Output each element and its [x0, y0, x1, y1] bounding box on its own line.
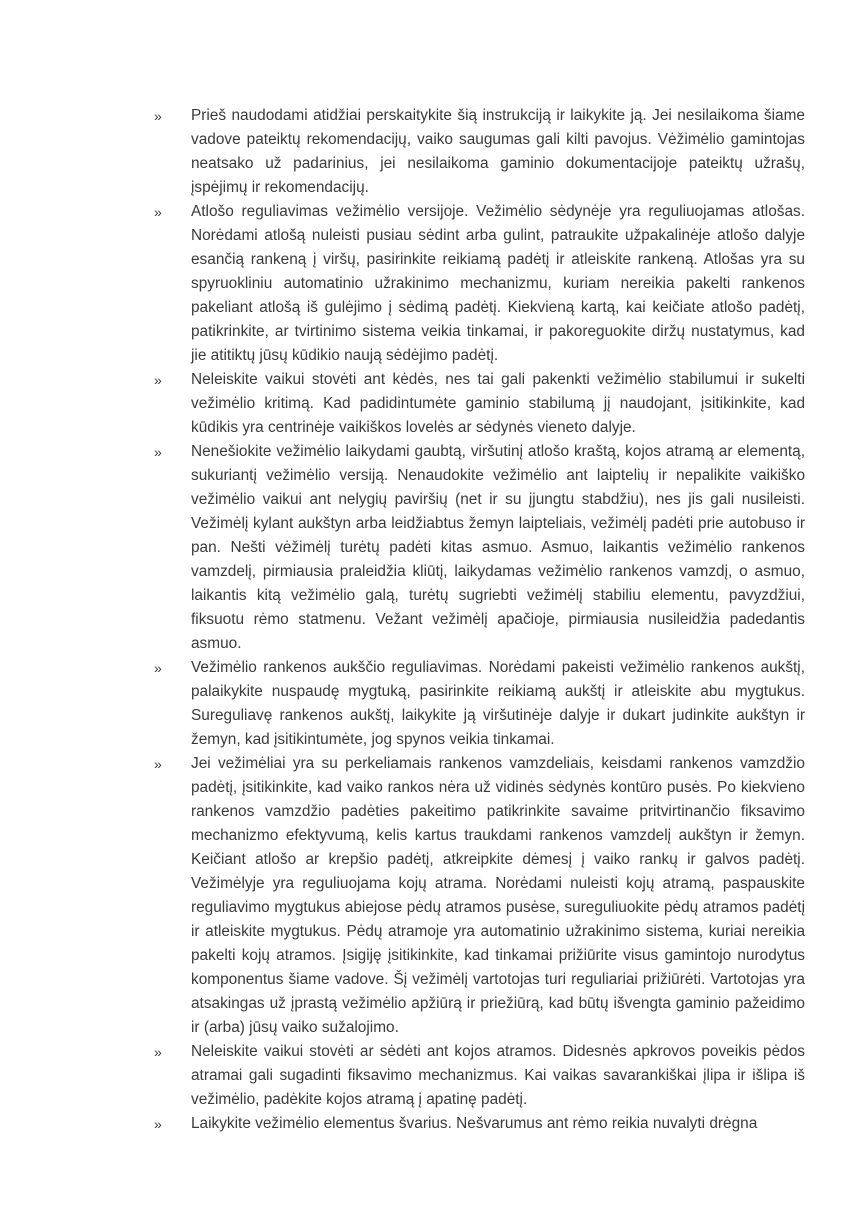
bullet-icon: »: [154, 756, 162, 772]
list-item: [154, 200, 805, 368]
bullet-icon: »: [154, 372, 162, 388]
list-item-text: Laikykite vežimėlio elementus švarius. Nešvarumus ant rėmo reikia nuvalyti drėgna: [191, 1115, 758, 1132]
bullet-icon: »: [154, 444, 162, 460]
list-item: [154, 1112, 805, 1136]
list-item-text: Nenešiokite vežimėlio laikydami gaubtą, viršutinį atlošo kraštą, kojos atramą ar elementą, sukuriantį vežimėlio versiją. Nenaudokite vežimėlio ant laiptelių ir nepalikite vaikiško vežimėlio vaikui ant nelygių paviršių (net ir su įjungtu stabdžiu), nes jis gali nusileisti. Vežimėlį kylant aukštyn arba leidžiabtus žemyn laipteliais, vežimėlį padėti prie autobuso ir pan. Nešti vėžimėlį turėtų padėti kitas asmuo. Asmuo, laikantis vežimėlio rankenos vamzdelį, pirmiausia praleidžia kliūtį, laikydamas vežimėlio rankenos vamzdį, o asmuo, laikantis kitą vežimėlio galą, turėtų sugriebti vežimėlį stabiliu elementu, pavyzdžiui, fiksuotu rėmo statmenu. Vežant vežimėlį apačioje, pirmiausia nusileidžia padedantis asmuo.: [191, 443, 805, 652]
bullet-icon: »: [154, 1116, 162, 1132]
list-item: [154, 752, 805, 1040]
list-item-text: Neleiskite vaikui stovėti ar sėdėti ant kojos atramos. Didesnės apkrovos poveikis pėdos atramai gali sugadinti fiksavimo mechanizmus. Kai vaikas savarankiškai įlipa ir išlipa iš vežimėlio, padėkite kojos atramą į apatinę padėtį.: [191, 1043, 805, 1108]
list-item-text: Atlošo reguliavimas vežimėlio versijoje. Vežimėlio sėdynėje yra reguliuojamas atlošas. Norėdami atlošą nuleisti pusiau sėdint arba gulint, patraukite užpakalinėje atlošo dalyje esančią rankeną į viršų, pasirinkite reikiamą padėtį ir atleiskite rankeną. Atlošas yra su spyruokliniu automatinio užrakinimo mechanizmu, kuriam nereikia pakelti rankenos pakeliant atlošą iš gulėjimo į sėdimą padėtį. Kiekvieną kartą, kai keičiate atlošo padėtį, patikrinkite, ar tvirtinimo sistema veikia tinkamai, ir pakoreguokite diržų nustatymus, kad jie atitiktų jūsų kūdikio naują sėdėjimo padėtį.: [191, 203, 805, 364]
list-item: [154, 368, 805, 440]
bullet-icon: »: [154, 660, 162, 676]
list-item: [154, 440, 805, 656]
bullet-icon: »: [154, 108, 162, 124]
list-item: [154, 656, 805, 752]
list-item-text: Jei vežimėliai yra su perkeliamais rankenos vamzdeliais, keisdami rankenos vamzdžio padėtį, įsitikinkite, kad vaiko rankos nėra už vidinės sėdynės kontūro pusės. Po kiekvieno rankenos vamzdžio padėties pakeitimo patikrinkite savaime pritvirtinančio fiksavimo mechanizmo efektyvumą, kelis kartus traukdami rankenos vamzdelį aukštyn ir žemyn. Keičiant atlošo ar krepšio padėtį, atkreipkite dėmesį į vaiko rankų ir galvos padėtį. Vežimėlyje yra reguliuojama kojų atrama. Norėdami nuleisti kojų atramą, paspauskite reguliavimo mygtukus abiejose pėdų atramos pusėse, sureguliuokite pėdų atramos padėtį ir atleiskite mygtukus. Pėdų atramoje yra automatinio užrakinimo sistema, kuriai nereikia pakelti kojų atramos. Įsigiję įsitikinkite, kad tinkamai prižiūrite visus gamintojo nurodytus komponentus šiame vadove. Šį vežimėlį vartotojas turi reguliariai prižiūrėti. Vartotojas yra atsakingas už įprastą vežimėlio apžiūrą ir priežiūrą, kad būtų išvengta gaminio pažeidimo ir (arba) jūsų vaiko sužalojimo.: [191, 755, 805, 1036]
bullet-icon: »: [154, 1044, 162, 1060]
bullet-icon: »: [154, 204, 162, 220]
list-item-text: Prieš naudodami atidžiai perskaitykite šią instrukciją ir laikykite ją. Jei nesilaikoma šiame vadove pateiktų rekomendacijų, vaiko saugumas gali kilti pavojus. Vėžimėlio gamintojas neatsako už padarinius, jei nesilaikoma gaminio dokumentacijoje pateiktų užrašų, įspėjimų ir rekomendacijų.: [191, 107, 805, 196]
instruction-list: [154, 104, 805, 1136]
list-item-text: Vežimėlio rankenos aukščio reguliavimas. Norėdami pakeisti vežimėlio rankenos aukštį, palaikykite nuspaudę mygtuką, pasirinkite reikiamą aukštį ir atleiskite abu mygtukus. Sureguliavę rankenos aukštį, laikykite ją viršutinėje dalyje ir dukart judinkite aukštyn ir žemyn, kad įsitikintumėte, jog spynos veikia tinkamai.: [191, 659, 805, 748]
list-item-text: Neleiskite vaikui stovėti ant kėdės, nes tai gali pakenkti vežimėlio stabilumui ir sukelti vežimėlio kritimą. Kad padidintumėte gaminio stabilumą jį naudojant, įsitikinkite, kad kūdikis yra centrinėje vaikiškos lovelės ar sėdynės vieneto dalyje.: [191, 371, 805, 436]
list-item: [154, 104, 805, 200]
list-item: [154, 1040, 805, 1112]
